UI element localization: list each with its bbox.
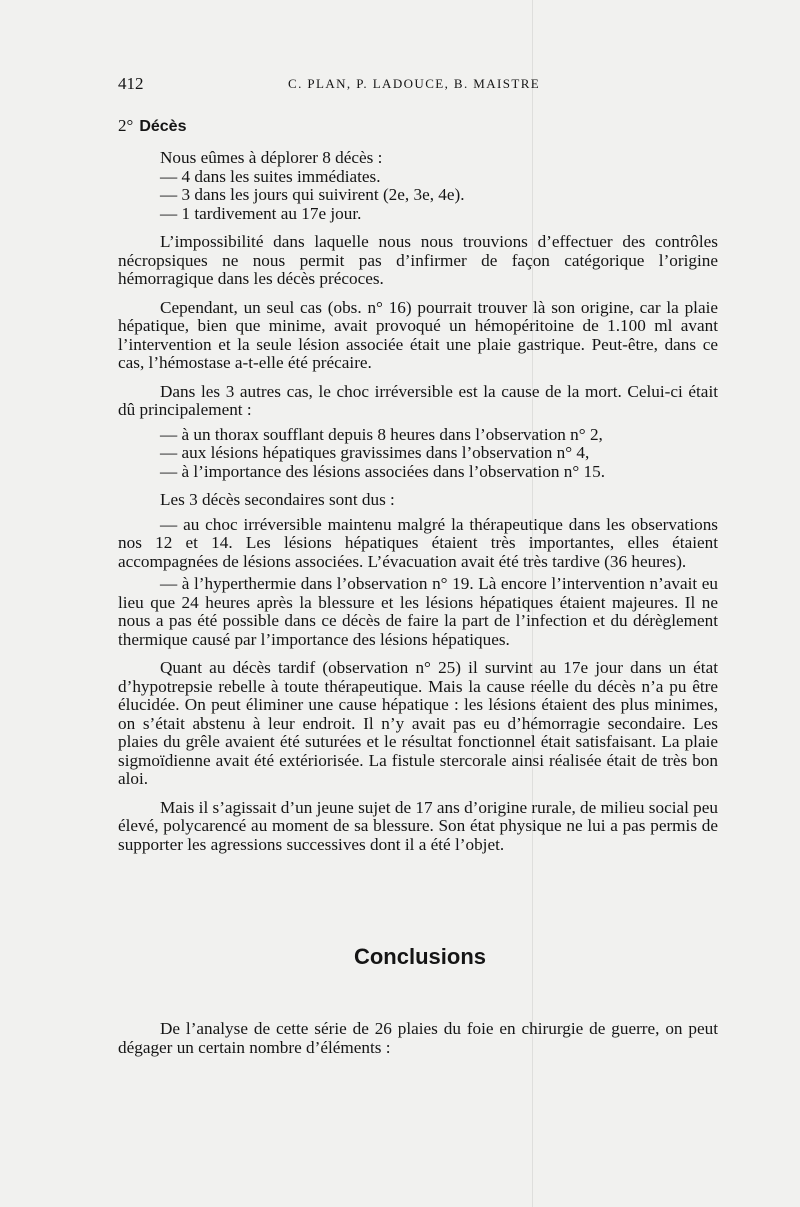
- deaths-list-item: — 1 tardivement au 17e jour.: [160, 203, 362, 223]
- conclusions-paragraph: De l’analyse de cette série de 26 plaies du foie en chirurgie de guerre, on peut dégager un certain nombre d’éléments :: [118, 1019, 718, 1057]
- section-title: Décès: [139, 118, 187, 135]
- running-title: C. PLAN, P. LADOUCE, B. MAISTRE: [288, 76, 541, 91]
- intro-paragraph: Nous eûmes à déplorer 8 décès :: [160, 148, 383, 167]
- page-number: 412: [118, 74, 144, 93]
- section-number: 2°: [118, 116, 134, 135]
- paragraph: Mais il s’agissait d’un jeune sujet de 17 ans d’origine rurale, de milieu social peu élevé, polycarencé au moment de sa blessure. Son état physique ne lui a pas permis de supporter les agressions successives dont il a été l’objet.: [118, 797, 718, 854]
- paragraph: L’impossibilité dans laquelle nous nous trouvions d’effectuer des contrôles nécropsiques ne nous permit pas d’infirmer de façon catégorique l’origine hémorragique dans les décès précoces.: [118, 232, 718, 288]
- paragraph: Quant au décès tardif (observation n° 25) il survint au 17e jour dans un état d’hypotrepsie rebelle à toute thérapeutique. Mais la cause réelle du décès n’a pu être élucidée. On peut éliminer une cause hépatique : les lésions étaient des plus minimes, on s’était abstenu à leur endroit. Il n’y avait pas eu d’hémorragie secondaire. Les plaies du grêle avaient été suturées et le résultat fonctionnel était satisfaisant. La plaie sigmoïdienne avait été extériorisée. La fistule stercorale ainsi réalisée était de très bon aloi.: [118, 658, 718, 788]
- causes-list-item: — à l’importance des lésions associées dans l’observation n° 15.: [160, 461, 606, 481]
- paragraph: — au choc irréversible maintenu malgré la thérapeutique dans les observations nos 12 et 14. Les lésions hépatiques étaient très importantes, elles étaient accompagnées de lésions associées. L’évacuation avait été très tardive (36 heures).: [118, 514, 718, 571]
- section-heading: [118, 116, 186, 136]
- paragraph: — à l’hyperthermie dans l’observation n° 19. Là encore l’intervention n’avait eu lieu que 24 heures après la blessure et les lésions hépatiques étaient majeures. Il ne nous a pas été possible dans ce décès de faire la part de l’infection et du dérèglement thermique causé par l’importance des lésions hépatiques.: [118, 574, 718, 649]
- conclusions-body: [118, 1020, 718, 1057]
- page-header: [118, 74, 718, 96]
- paragraph: Les 3 décès secondaires sont dus :: [160, 490, 395, 509]
- causes-list-item: — aux lésions hépatiques gravissimes dans l’observation n° 4,: [160, 443, 590, 462]
- deaths-list-item: — 4 dans les suites immédiates.: [160, 166, 381, 186]
- paragraph: Dans les 3 autres cas, le choc irréversible est la cause de la mort. Celui-ci était dû principalement :: [118, 381, 718, 419]
- section-body: [118, 149, 718, 854]
- paragraph: Cependant, un seul cas (obs. n° 16) pourrait trouver là son origine, car la plaie hépatique, bien que minime, avait provoqué un hémopéritoine de 1.100 ml avant l’intervention et la seule lésion associée était une plaie gastrique. Peut-être, dans ce cas, l’hémostase a-t-elle été précaire.: [118, 297, 718, 372]
- deaths-list-item: — 3 dans les jours qui suivirent (2e, 3e, 4e).: [160, 185, 465, 204]
- causes-list-item: — à un thorax soufflant depuis 8 heures dans l’observation n° 2,: [160, 424, 603, 444]
- conclusions-heading: Conclusions: [353, 944, 486, 969]
